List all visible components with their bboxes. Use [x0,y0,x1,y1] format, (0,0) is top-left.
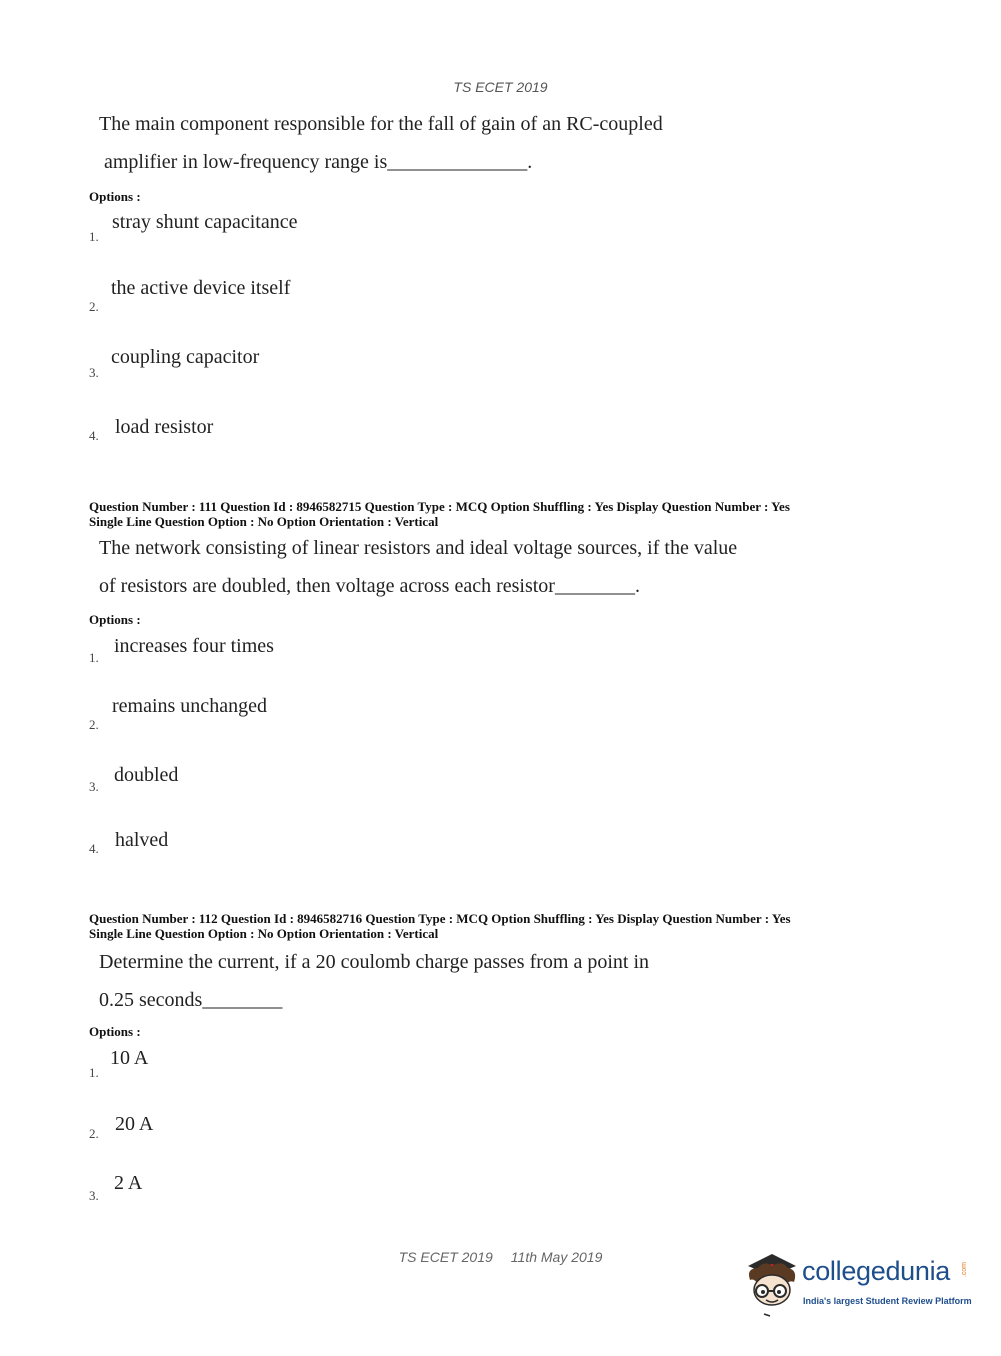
options-label: Options : [89,612,141,627]
options-label: Options : [89,189,141,204]
option-number: 2. [89,1126,99,1141]
footer-exam: TS ECET 2019 [398,1249,493,1265]
question-text-line: amplifier in low-frequency range is______________. [104,151,533,173]
option-number: 4. [89,841,99,856]
option-text: remains unchanged [112,695,267,717]
footer-date: 11th May 2019 [510,1249,603,1265]
question-text-line: Determine the current, if a 20 coulomb charge passes from a point in [99,951,650,973]
option-text: stray shunt capacitance [112,211,298,233]
option-number: 1. [89,1065,99,1080]
question-text-line: The network consisting of linear resistors and ideal voltage sources, if the value [99,537,738,559]
question-meta: Single Line Question Option : No Option Orientation : Vertical [89,514,439,529]
option-text: 20 A [115,1113,154,1135]
option-text: halved [115,829,169,851]
option-number: 4. [89,428,99,443]
question-meta: Single Line Question Option : No Option Orientation : Vertical [89,926,439,941]
option-text: coupling capacitor [111,346,260,368]
options-label: Options : [89,1024,141,1039]
page-header: TS ECET 2019 [453,79,548,95]
question-text-line: The main component responsible for the fall of gain of an RC-coupled [99,113,663,135]
logo-suffix: .com [961,1262,968,1278]
option-text: the active device itself [111,277,291,299]
option-number: 1. [89,650,99,665]
question-meta: Question Number : 112 Question Id : 8946582716 Question Type : MCQ Option Shuffling : Yes Display Question Number : Yes [89,911,791,926]
question-text-line: of resistors are doubled, then voltage across each resistor________. [99,575,640,597]
logo-tagline: India's largest Student Review Platform [803,1296,972,1306]
option-text: 10 A [110,1047,149,1069]
question-text-line: 0.25 seconds________ [99,989,283,1011]
option-number: 2. [89,299,99,314]
option-number: 3. [89,1188,99,1203]
mascot-icon [742,1250,802,1322]
option-text: 2 A [114,1172,143,1194]
option-number: 3. [89,365,99,380]
option-text: doubled [114,764,179,786]
option-text: increases four times [114,635,274,657]
collegedunia-logo[interactable] [742,1250,972,1322]
option-number: 2. [89,717,99,732]
logo-name: collegedunia [802,1256,951,1286]
option-number: 1. [89,229,99,244]
question-meta: Question Number : 111 Question Id : 8946582715 Question Type : MCQ Option Shuffling : Yes Display Question Number : Yes [89,499,790,514]
option-text: load resistor [115,416,214,438]
option-number: 3. [89,779,99,794]
